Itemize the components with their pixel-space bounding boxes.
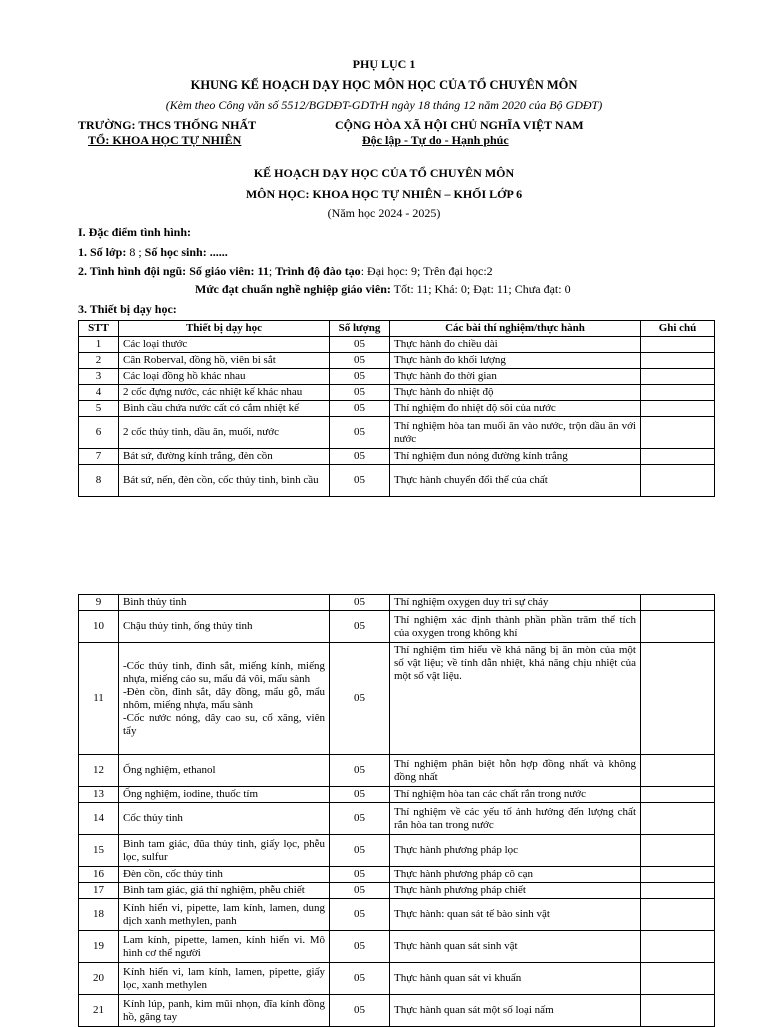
header-stt: STT: [79, 321, 119, 337]
cell-device: Cốc thủy tinh: [119, 803, 330, 835]
table-row: [79, 995, 715, 1027]
table-row: [79, 385, 715, 401]
classes-value: 8 ;: [126, 245, 145, 259]
table-header-row: [79, 321, 715, 337]
cell-stt: 8: [79, 465, 119, 497]
cell-stt: 20: [79, 963, 119, 995]
section-staff: [78, 264, 493, 278]
cell-device: Các loại thước: [119, 337, 330, 353]
cell-device: Chậu thủy tinh, ống thủy tinh: [119, 611, 330, 643]
cell-device: Kính lúp, panh, kim mũi nhọn, đĩa kính đồng hồ, găng tay: [119, 995, 330, 1027]
table-row: [79, 867, 715, 883]
cell-device: Bát sứ, nến, đèn cồn, cốc thủy tinh, bình cầu: [119, 465, 330, 497]
header-qty: Số lượng: [330, 321, 390, 337]
table-row: [79, 883, 715, 899]
cell-note: [641, 883, 715, 899]
cell-stt: 15: [79, 835, 119, 867]
cell-lab: Thí nghiệm đo nhiệt độ sôi của nước: [390, 401, 641, 417]
attached-note-text: (Kèm theo Công văn số 5512/BGDĐT-GDTrH ngày 18 tháng 12 năm 2020 của Bộ GDĐT): [165, 98, 603, 112]
cell-qty: 05: [330, 369, 390, 385]
cell-qty: 05: [330, 449, 390, 465]
cell-lab: Thí nghiệm tìm hiểu về khả năng bị ăn mòn của một số vật liệu; về tính dẫn nhiệt, khả năng chịu nhiệt của một số vật liệu.: [390, 643, 641, 755]
group-name: [88, 133, 241, 147]
header-device: Thiết bị dạy học: [119, 321, 330, 337]
cell-stt: 11: [79, 643, 119, 755]
table-row: [79, 963, 715, 995]
table-row: [79, 449, 715, 465]
cell-stt: 9: [79, 595, 119, 611]
cell-stt: 5: [79, 401, 119, 417]
classes-label: 1. Số lớp:: [78, 245, 127, 259]
cell-note: [641, 899, 715, 931]
cell-lab: Thí nghiệm hòa tan các chất rắn trong nước: [390, 787, 641, 803]
section-equipment: 3. Thiết bị dạy học:: [78, 302, 177, 316]
table-row: [79, 369, 715, 385]
table-row: [79, 465, 715, 497]
cell-qty: 05: [330, 963, 390, 995]
cell-note: [641, 931, 715, 963]
cell-note: [641, 755, 715, 787]
table-row: [79, 931, 715, 963]
school-year: (Năm học 2024 - 2025): [327, 206, 441, 220]
cell-lab: Thí nghiệm về các yếu tố ảnh hưởng đến lượng chất rắn hòa tan trong nước: [390, 803, 641, 835]
subject-title: MÔN HỌC: KHOA HỌC TỰ NHIÊN – KHỐI LỚP 6: [245, 187, 523, 201]
table-row: [79, 899, 715, 931]
cell-lab: Thực hành quan sát vi khuẩn: [390, 963, 641, 995]
header-note: Ghi chú: [641, 321, 715, 337]
cell-device: Bình thủy tinh: [119, 595, 330, 611]
students-label: Số học sinh: ......: [144, 245, 228, 259]
cell-device: Cân Roberval, đồng hồ, viên bi sắt: [119, 353, 330, 369]
table-row: [79, 611, 715, 643]
cell-note: [641, 465, 715, 497]
cell-stt: 18: [79, 899, 119, 931]
section-standard: [195, 282, 571, 296]
cell-lab: Thực hành đo nhiệt độ: [390, 385, 641, 401]
cell-device: Bình tam giác, giá thí nghiệm, phễu chiết: [119, 883, 330, 899]
motto: Độc lập - Tự do - Hạnh phúc: [362, 133, 509, 147]
cell-stt: 12: [79, 755, 119, 787]
cell-qty: 05: [330, 337, 390, 353]
cell-device: 2 cốc thủy tinh, dầu ăn, muối, nước: [119, 417, 330, 449]
cell-note: [641, 417, 715, 449]
cell-note: [641, 337, 715, 353]
header-lab: Các bài thí nghiệm/thực hành: [390, 321, 641, 337]
table-row: [79, 803, 715, 835]
table-row: [79, 417, 715, 449]
cell-qty: 05: [330, 465, 390, 497]
cell-device: Bình tam giác, đũa thủy tinh, giấy lọc, phễu lọc, sulfur: [119, 835, 330, 867]
cell-note: [641, 369, 715, 385]
cell-qty: 05: [330, 803, 390, 835]
section-situation: I. Đặc điểm tình hình:: [78, 225, 192, 239]
cell-lab: Thực hành phương pháp cô cạn: [390, 867, 641, 883]
cell-stt: 16: [79, 867, 119, 883]
cell-device: Ống nghiệm, ethanol: [119, 755, 330, 787]
cell-device: Kính hiển vi, lam kính, lamen, pipette, giấy lọc, xanh methylen: [119, 963, 330, 995]
cell-qty: 05: [330, 595, 390, 611]
cell-qty: 05: [330, 835, 390, 867]
cell-note: [641, 643, 715, 755]
table-body-part2: [79, 595, 715, 1027]
cell-stt: 21: [79, 995, 119, 1027]
level-value: : Đại học: 9; Trên đại học:2: [360, 264, 493, 278]
cell-note: [641, 963, 715, 995]
cell-device: Kính hiển vi, pipette, lam kính, lamen, dung dịch xanh methylen, panh: [119, 899, 330, 931]
cell-lab: Thực hành đo khối lượng: [390, 353, 641, 369]
cell-device: Ống nghiệm, iodine, thuốc tím: [119, 787, 330, 803]
cell-qty: 05: [330, 417, 390, 449]
cell-lab: Thực hành chuyển đổi thể của chất: [390, 465, 641, 497]
cell-stt: 7: [79, 449, 119, 465]
cell-device: Bình cầu chứa nước cất có cắm nhiệt kế: [119, 401, 330, 417]
staff-separator: ;: [268, 264, 276, 278]
cell-lab: Thí nghiệm hòa tan muối ăn vào nước, trộn dầu ăn với nước: [390, 417, 641, 449]
cell-qty: 05: [330, 401, 390, 417]
cell-lab: Thực hành phương pháp chiết: [390, 883, 641, 899]
nation-name: CỘNG HÒA XÃ HỘI CHỦ NGHĨA VIỆT NAM: [335, 118, 584, 132]
appendix-title: PHỤ LỤC 1: [352, 57, 416, 71]
level-label: Trình độ đào tạo: [275, 264, 361, 278]
standard-value: Tốt: 11; Khá: 0; Đạt: 11; Chưa đạt: 0: [390, 282, 571, 296]
cell-qty: 05: [330, 385, 390, 401]
cell-device: Bát sứ, đường kính trắng, đèn cồn: [119, 449, 330, 465]
cell-note: [641, 803, 715, 835]
cell-device: 2 cốc đựng nước, các nhiệt kế khác nhau: [119, 385, 330, 401]
teachers-label: Số giáo viên: 11: [186, 264, 269, 278]
section-classes: [78, 245, 228, 259]
table-row: [79, 337, 715, 353]
cell-stt: 14: [79, 803, 119, 835]
table-row: [79, 353, 715, 369]
cell-stt: 3: [79, 369, 119, 385]
cell-qty: 05: [330, 883, 390, 899]
cell-lab: Thí nghiệm xác định thành phần phần trăm thể tích của oxygen trong không khí: [390, 611, 641, 643]
cell-qty: 05: [330, 899, 390, 931]
cell-qty: 05: [330, 643, 390, 755]
cell-stt: 4: [79, 385, 119, 401]
cell-stt: 10: [79, 611, 119, 643]
cell-lab: Thực hành quan sát một số loại nấm: [390, 995, 641, 1027]
cell-lab: Thí nghiệm oxygen duy trì sự cháy: [390, 595, 641, 611]
cell-qty: 05: [330, 931, 390, 963]
standard-label: Mức đạt chuẩn nghề nghiệp giáo viên:: [195, 282, 391, 296]
table-row: [79, 835, 715, 867]
equipment-table-part2: [78, 594, 715, 1027]
cell-note: [641, 595, 715, 611]
cell-stt: 1: [79, 337, 119, 353]
table-row: [79, 755, 715, 787]
cell-qty: 05: [330, 755, 390, 787]
cell-lab: Thực hành: quan sát tế bào sinh vật: [390, 899, 641, 931]
cell-note: [641, 353, 715, 369]
school-name: TRƯỜNG: THCS THỐNG NHẤT: [78, 118, 257, 132]
group-name-text: TỔ: KHOA HỌC TỰ NHIÊN: [88, 133, 242, 147]
cell-device: Lam kính, pipette, lamen, kính hiển vi. Mô hình cơ thể người: [119, 931, 330, 963]
cell-device: -Cốc thủy tinh, đinh sắt, miếng kính, miếng nhựa, miếng cáo su, mẩu đá vôi, mẩu sành -Đèn cồn, đinh sắt, dây đồng, mẩu gỗ, mẩu nhôm, miếng nhựa, mẩu sành -Cốc nước nóng, dây cao su, cổ xăng, viên tẩy: [119, 643, 330, 755]
cell-stt: 2: [79, 353, 119, 369]
table-row: [79, 643, 715, 755]
cell-qty: 05: [330, 611, 390, 643]
cell-lab: Thí nghiệm đun nóng đường kính trắng: [390, 449, 641, 465]
cell-note: [641, 835, 715, 867]
cell-note: [641, 995, 715, 1027]
table-row: [79, 787, 715, 803]
cell-note: [641, 385, 715, 401]
cell-qty: 05: [330, 787, 390, 803]
cell-stt: 13: [79, 787, 119, 803]
cell-stt: 19: [79, 931, 119, 963]
cell-device: Đèn cồn, cốc thủy tinh: [119, 867, 330, 883]
cell-lab: Thực hành quan sát sinh vật: [390, 931, 641, 963]
staff-label: 2. Tình hình đội ngũ:: [78, 264, 187, 278]
cell-lab: Thực hành phương pháp lọc: [390, 835, 641, 867]
cell-stt: 6: [79, 417, 119, 449]
table-row: [79, 595, 715, 611]
attached-note: [0, 98, 768, 112]
cell-note: [641, 867, 715, 883]
cell-qty: 05: [330, 995, 390, 1027]
cell-qty: 05: [330, 867, 390, 883]
equipment-table-part1: [78, 320, 715, 497]
cell-lab: Thí nghiệm phân biệt hỗn hợp đồng nhất và không đồng nhất: [390, 755, 641, 787]
frame-title: KHUNG KẾ HOẠCH DẠY HỌC MÔN HỌC CỦA TỔ CHUYÊN MÔN: [190, 78, 578, 92]
plan-title: KẾ HOẠCH DẠY HỌC CỦA TỔ CHUYÊN MÔN: [253, 166, 515, 180]
cell-note: [641, 611, 715, 643]
cell-note: [641, 449, 715, 465]
table-body-part1: [79, 337, 715, 497]
cell-qty: 05: [330, 353, 390, 369]
table-row: [79, 401, 715, 417]
cell-device: Các loại đồng hồ khác nhau: [119, 369, 330, 385]
cell-lab: Thực hành đo thời gian: [390, 369, 641, 385]
cell-note: [641, 787, 715, 803]
cell-note: [641, 401, 715, 417]
cell-lab: Thực hành đo chiều dài: [390, 337, 641, 353]
cell-stt: 17: [79, 883, 119, 899]
